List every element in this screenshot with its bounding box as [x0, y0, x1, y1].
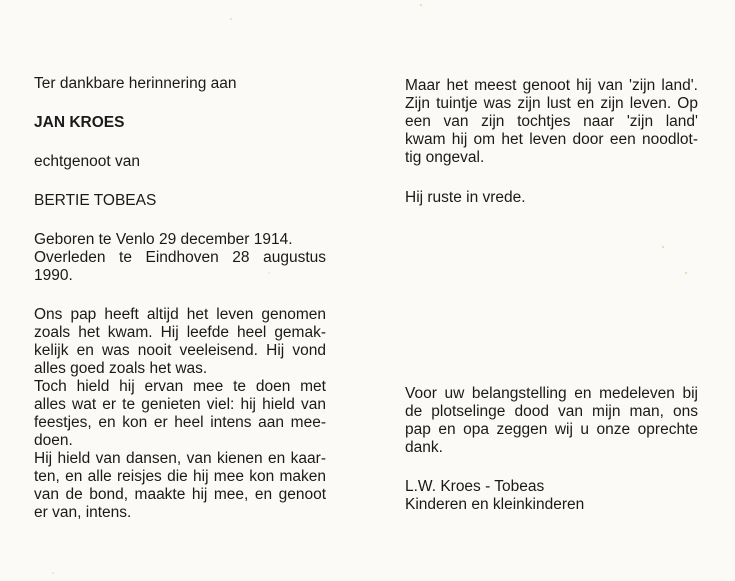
text-line: tig ongeval. — [405, 149, 485, 166]
text-line: ten, en alle reisjes die hij mee kon maken — [34, 468, 326, 485]
rest-in-peace: Hij ruste in vrede. — [405, 189, 526, 206]
text-line: Toch hield hij ervan mee te doen met — [34, 378, 326, 395]
thanks-block — [405, 385, 698, 514]
text-line: kelijk en was nooit veeleisend. Hij vond — [34, 342, 326, 359]
right-column — [405, 77, 698, 207]
paragraph-land — [405, 77, 698, 167]
spouse-name: BERTIE TOBEAS — [34, 192, 157, 209]
death-year: 1990. — [34, 267, 73, 284]
text-line: dank. — [405, 439, 443, 456]
text-line: zoals het kwam. Hij leefde heel gemak- — [34, 324, 326, 341]
text-line: doen. — [34, 432, 73, 449]
text-line: een van zijn tochtjes naar 'zijn land' — [405, 113, 698, 130]
paragraph-3 — [34, 450, 326, 522]
text-line: van de bond, maakte hij mee, en genoot — [34, 486, 326, 503]
text-line: alles goed zoals het was. — [34, 360, 208, 377]
paper-speck — [685, 272, 687, 274]
birth-text: Geboren te Venlo 29 december 1914. — [34, 231, 293, 248]
intro-text: Ter dankbare herinnering aan — [34, 75, 237, 92]
signature-name: L.W. Kroes - Tobeas — [405, 478, 545, 495]
text-line: Zijn tuintje was zijn lust en zijn leven. Op — [405, 95, 698, 112]
text-line: Hij hield van dansen, van kienen en kaar- — [34, 450, 326, 467]
paragraph-1 — [34, 306, 326, 378]
text-line: feestjes, en kon er heel intens aan mee- — [34, 414, 326, 431]
text-line: er van, intens. — [34, 504, 132, 521]
paper-speck — [662, 246, 664, 248]
deceased-name: JAN KROES — [34, 114, 125, 131]
text-line: Ons pap heeft altijd het leven genomen — [34, 306, 326, 323]
text-line: pap en opa zeggen wij u onze oprechte — [405, 421, 698, 438]
paper-speck — [230, 18, 232, 20]
signature-family: Kinderen en kleinkinderen — [405, 496, 585, 513]
text-line: Voor uw belangstelling en medeleven bij — [405, 385, 698, 402]
paper-speck — [52, 572, 54, 574]
text-line: alles wat er te genieten viel: hij hield van — [34, 396, 326, 413]
text-line: de plotselinge dood van mijn man, ons — [405, 403, 698, 420]
text-line: Maar het meest genoot hij van 'zijn land'. — [405, 77, 698, 94]
text-line: kwam hij om het leven door een noodlot- — [405, 131, 698, 148]
paper-speck — [420, 4, 422, 6]
death-text: Overleden te Eindhoven 28 augustus — [34, 249, 326, 266]
left-column — [34, 75, 326, 522]
spouse-intro: echtgenoot van — [34, 153, 141, 170]
paragraph-2 — [34, 378, 326, 450]
paper-speck — [268, 272, 270, 274]
